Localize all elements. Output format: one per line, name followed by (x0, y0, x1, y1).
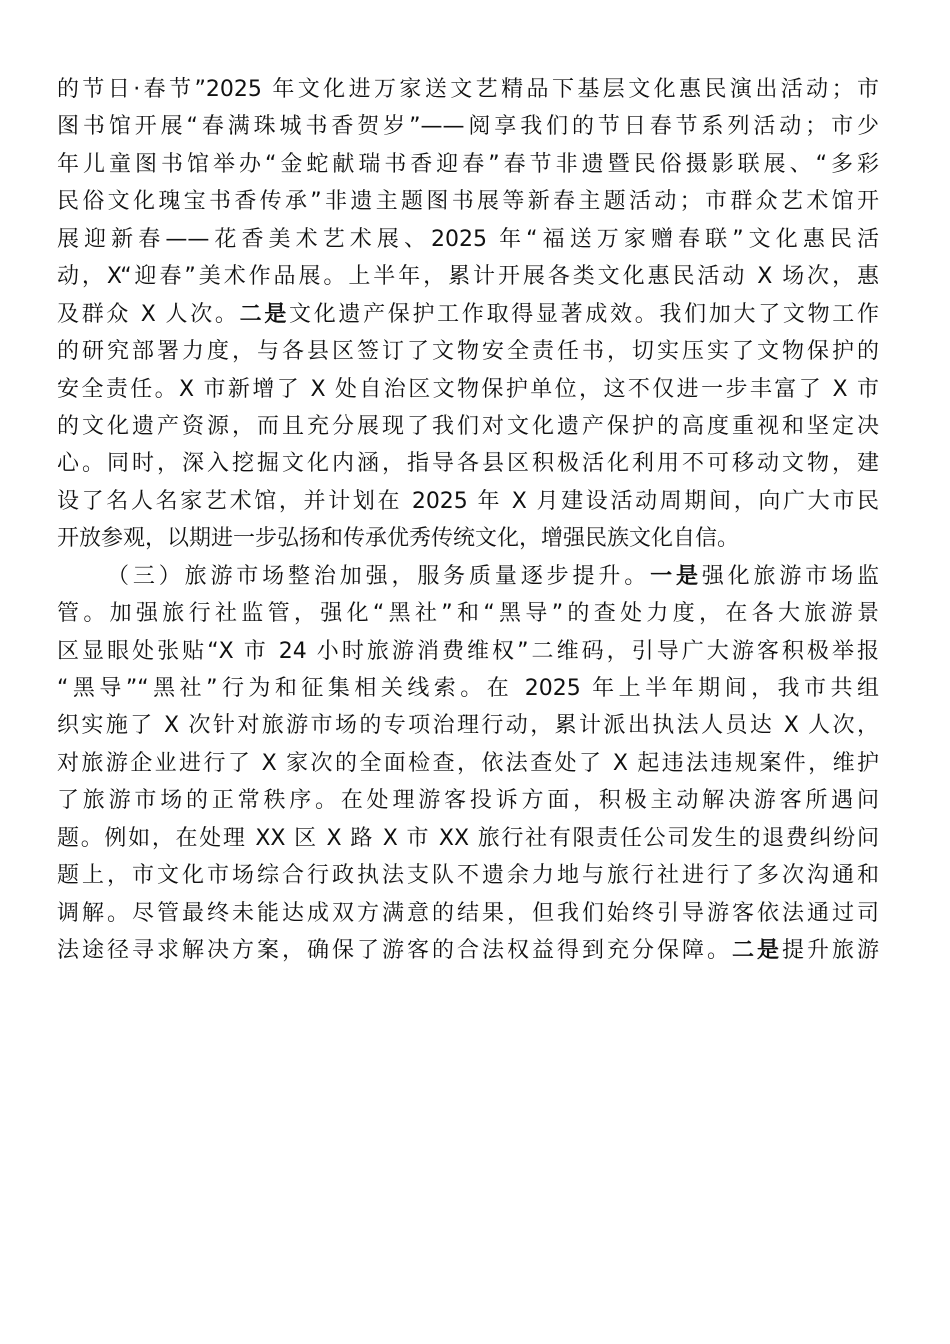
text-line (57, 371, 879, 408)
text-run: 动，X“迎春”美术作品展。上半年，累计开展各类文化惠民活动 X 场次，惠 (57, 264, 879, 290)
text-line (57, 670, 879, 707)
text-run: 提升旅游 (781, 938, 879, 964)
bold-lead-phrase: 二是 (731, 938, 782, 964)
document-body (57, 71, 897, 970)
text-run: 了旅游市场的正常秩序。在处理游客投诉方面，积极主动解决游客所遇问 (57, 788, 879, 814)
text-line (57, 296, 879, 333)
text-line (57, 71, 879, 108)
text-run: 文化遗产保护工作取得显著成效。我们加大了文物工作 (289, 301, 879, 327)
text-line (57, 745, 879, 782)
text-run: 民俗文化瑰宝书香传承”非遗主题图书展等新春主题活动；市群众艺术馆开 (57, 189, 879, 215)
text-run: 的节日·春节”2025 年文化进万家送文艺精品下基层文化惠民演出活动；市 (57, 77, 879, 102)
text-run: 题上，市文化市场综合行政执法支队不遗余力地与旅行社进行了多次沟通和 (57, 863, 879, 889)
text-run: 的文化遗产资源，而且充分展现了我们对文化遗产保护的高度重视和坚定决 (57, 413, 879, 439)
text-line (57, 857, 879, 894)
text-run: 展迎新春——花香美术艺术展、2025 年“福送万家赠春联”文化惠民活 (57, 226, 879, 252)
text-line (57, 782, 879, 819)
text-line (57, 820, 879, 857)
text-line (57, 258, 879, 295)
text-run: （三）旅游市场整治加强，服务质量逐步提升。 (107, 563, 651, 589)
text-run: 区显眼处张贴“X 市 24 小时旅游消费维权”二维码，引导广大游客积极举报 (57, 638, 879, 664)
bold-lead-phrase: 一是 (650, 563, 702, 589)
text-run: 图书馆开展“春满珠城书香贺岁”——阅享我们的节日春节系列活动；市少 (57, 114, 879, 140)
text-run: 设了名人名家艺术馆，并计划在 2025 年 X 月建设活动周期间，向广大市民 (57, 488, 879, 514)
text-run: 法途径寻求解决方案，确保了游客的合法权益得到充分保障。 (57, 938, 732, 964)
text-run: 的研究部署力度，与各县区签订了文物安全责任书，切实压实了文物保护的 (57, 339, 879, 365)
text-line (57, 932, 879, 969)
text-run: 强化旅游市场监 (701, 563, 879, 589)
text-line (57, 707, 879, 744)
text-line (57, 445, 879, 482)
text-run: “黑导”“黑社”行为和征集相关线索。在 2025 年上半年期间，我市共组 (57, 676, 879, 701)
paragraph-first-line (57, 558, 879, 595)
text-line (57, 108, 879, 145)
text-run: 管。加强旅行社监管，强化“黑社”和“黑导”的查处力度，在各大旅游景 (57, 601, 879, 627)
text-line (57, 595, 879, 632)
text-run: 开放参观，以期进一步弘扬和传承优秀传统文化，增强民族文化自信。 (57, 526, 740, 552)
text-run: 安全责任。X 市新增了 X 处自治区文物保护单位，这不仅进一步丰富了 X 市 (57, 376, 879, 402)
text-run: 年儿童图书馆举办“金蛇献瑞书香迎春”春节非遗暨民俗摄影联展、“多彩 (57, 151, 879, 177)
text-line (57, 633, 879, 670)
text-line (57, 408, 879, 445)
text-line (57, 483, 879, 520)
text-run: 心。同时，深入挖掘文化内涵，指导各县区积极活化利用不可移动文物，建 (57, 451, 879, 477)
text-run: 织实施了 X 次针对旅游市场的专项治理行动，累计派出执法人员达 X 人次， (57, 713, 879, 739)
bold-lead-phrase: 二是 (239, 301, 290, 327)
text-run: 调解。尽管最终未能达成双方满意的结果，但我们始终引导游客依法通过司 (57, 900, 879, 926)
text-line (57, 520, 897, 557)
text-line (57, 895, 879, 932)
text-line (57, 146, 879, 183)
text-run: 对旅游企业进行了 X 家次的全面检查，依法查处了 X 起违法违规案件，维护 (57, 750, 879, 776)
text-run: 题。例如，在处理 XX 区 X 路 X 市 XX 旅行社有限责任公司发生的退费纠纷问 (57, 825, 879, 851)
text-line (57, 333, 879, 370)
text-line (57, 221, 879, 258)
text-run: 及群众 X 人次。 (57, 301, 240, 327)
text-line (57, 183, 879, 220)
